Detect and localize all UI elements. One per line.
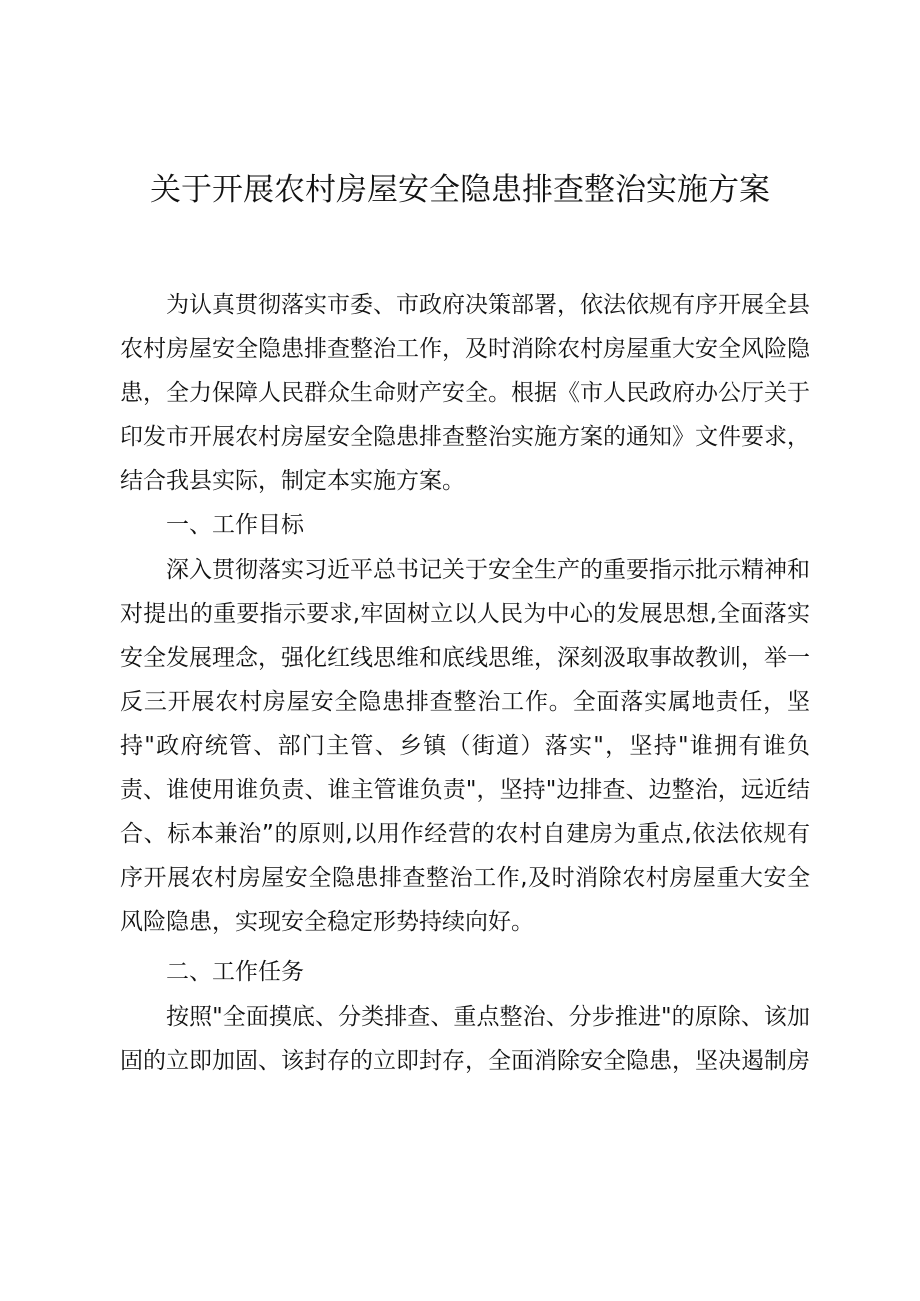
section-heading-goals: 一、工作目标 [166,512,304,539]
section-body-goals: 深入贯彻落实习近平总书记关于安全生产的重要指示批示精神和对提出的重要指示要求,牢固树立以人民为中心的发展思想,全面落实安全发展理念，强化红线思维和底线思维，深刻汲取事故教训，举一反三开展农村房屋安全隐患排查整治工作。全面落实属地责任，坚持"政府统管、部门主管、乡镇（街道）落实"，坚持"谁拥有谁负责、谁使用谁负责、谁主管谁负责"，坚持"边排查、边整治，远近结合、标本兼治”的原则,以用作经营的农村自建房为重点,依法依规有序开展农村房屋安全隐患排查整治工作,及时消除农村房屋重大安全风险隐患，实现安全稳定形势持续向好。 [120,556,810,936]
section-heading-tasks: 二、工作任务 [166,959,304,986]
section-body-tasks: 按照"全面摸底、分类排查、重点整治、分步推进"的原除、该加固的立即加固、该封存的立即封存，全面消除安全隐患，坚决遏制房 [120,1003,810,1074]
document-title: 关于开展农村房屋安全隐患排查整治实施方案 [150,172,770,208]
intro-paragraph: 为认真贯彻落实市委、市政府决策部署，依法依规有序开展全县农村房屋安全隐患排查整治工作，及时消除农村房屋重大安全风险隐患，全力保障人民群众生命财产安全。根据《市人民政府办公厅关于印发市开展农村房屋安全隐患排查整治实施方案的通知》文件要求，结合我县实际，制定本实施方案。 [120,292,810,495]
document-body [120,283,810,1083]
